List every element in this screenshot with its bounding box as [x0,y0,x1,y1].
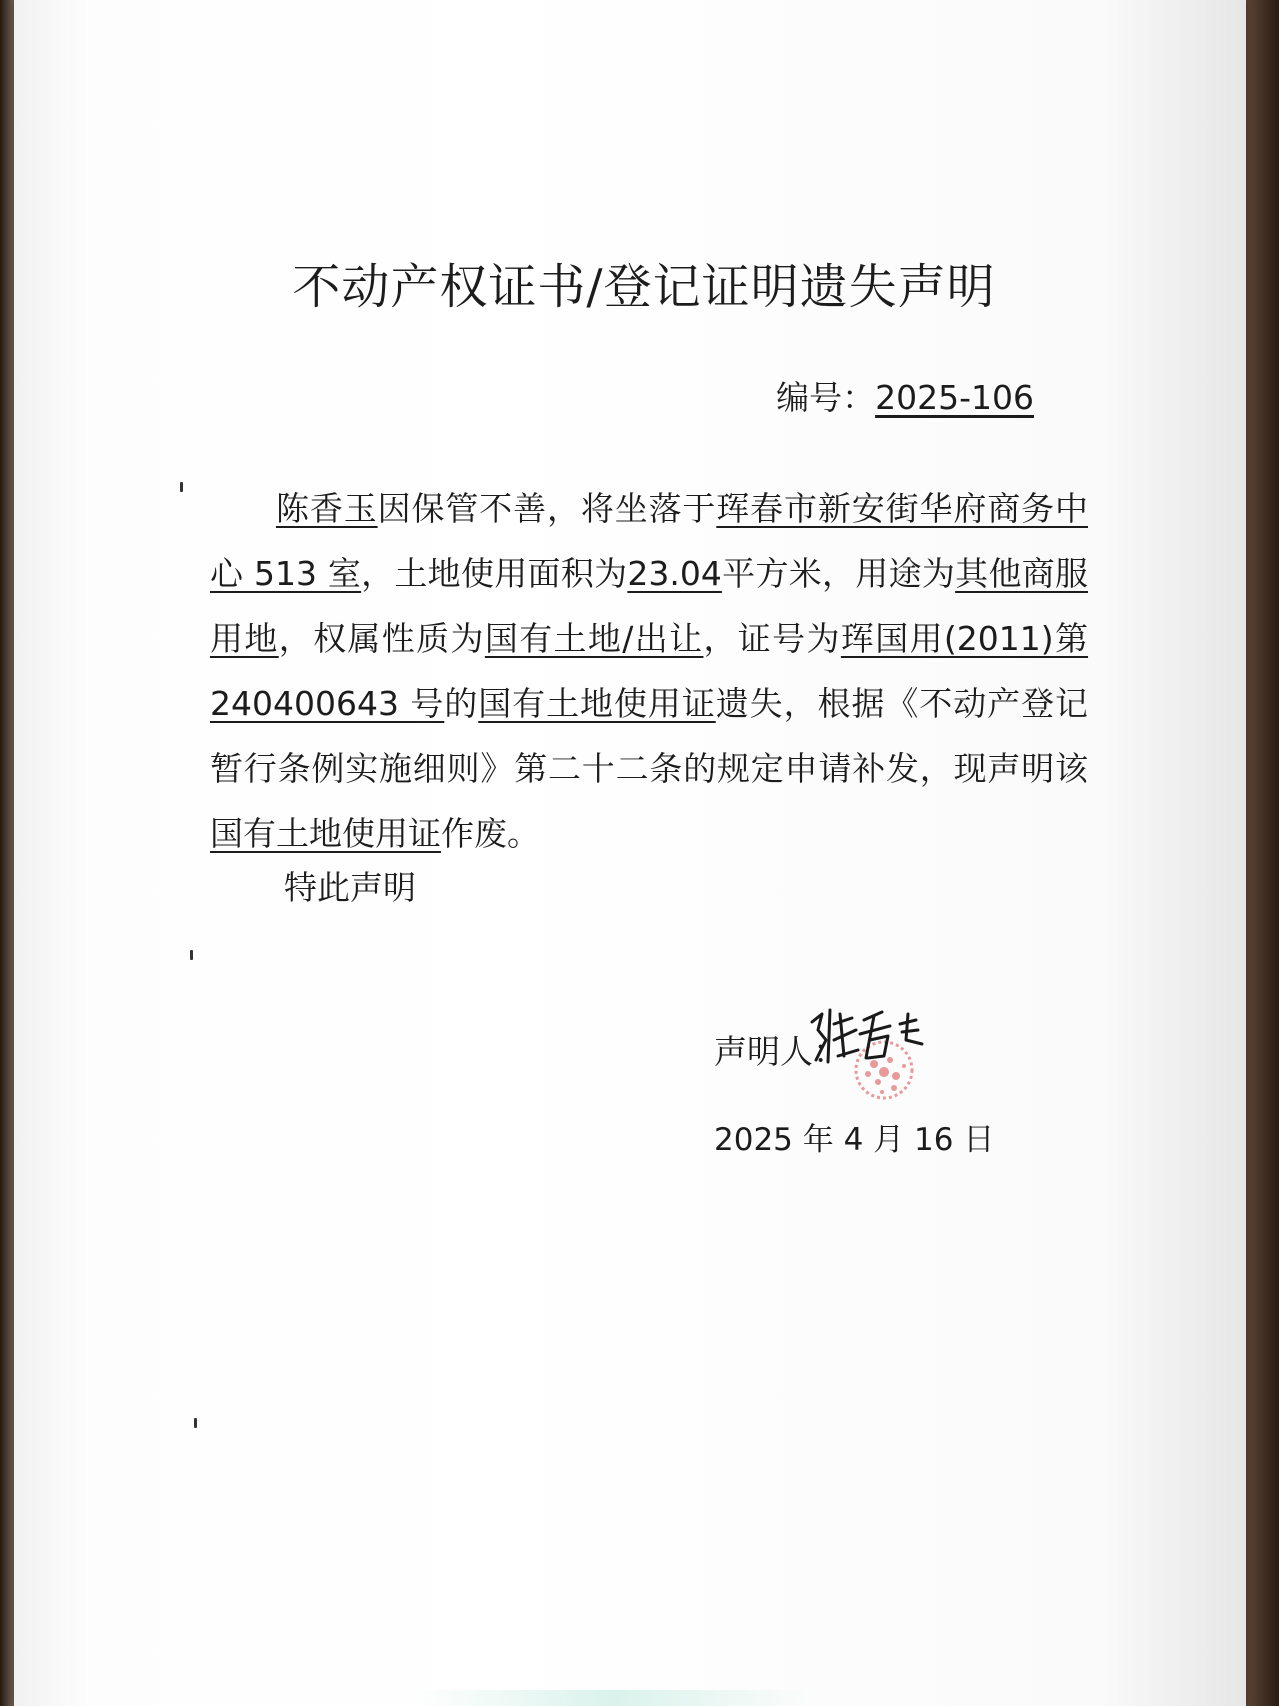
signer-label: 声明人： [714,1032,846,1071]
certificate-number: 珲国用(2011)第 240400643 号 [210,619,1089,723]
property-type: 国有土地/出让 [484,619,704,658]
number-value: 2025-106 [875,378,1034,417]
land-usage: 其他商服用地 [210,554,1089,658]
owner-name: 陈香玉 [276,489,378,528]
document-title: 不动产权证书/登记证明遗失声明 [292,259,996,315]
body-text-4: ，权属性质为 [278,619,485,658]
body-text-6: 的 [444,684,479,723]
closing-statement: 特此声明 [284,868,416,907]
handwritten-signature [804,1000,934,1080]
declaration-body [210,476,1088,866]
paper-mark [180,482,183,492]
body-text-3: 平方米，用途为 [721,554,956,593]
paper-mark [194,1418,197,1428]
body-text-7: 遗失，根据《不动产登记暂行条例实施细则》第二十二条的规定申请补发，现声明该 [210,684,1089,788]
paper-mark [190,950,193,960]
declaration-date: 2025 年 4 月 16 日 [714,1122,995,1158]
document-number [776,372,1034,419]
body-text-5: ，证号为 [703,619,841,658]
body-text-8: 作废。 [441,814,540,853]
body-text-2: ，土地使用面积为 [361,554,628,593]
light-glare [414,1690,814,1706]
certificate-type-repeat: 国有土地使用证 [210,814,441,853]
land-area: 23.04 [627,554,722,593]
certificate-type: 国有土地使用证 [478,684,716,723]
property-location: 珲春市新安街华府商务中心 513 室 [210,489,1089,593]
number-label: 编号： [776,378,876,417]
document-page [14,0,1246,1706]
body-text-1: 因保管不善，将坐落于 [377,489,717,528]
